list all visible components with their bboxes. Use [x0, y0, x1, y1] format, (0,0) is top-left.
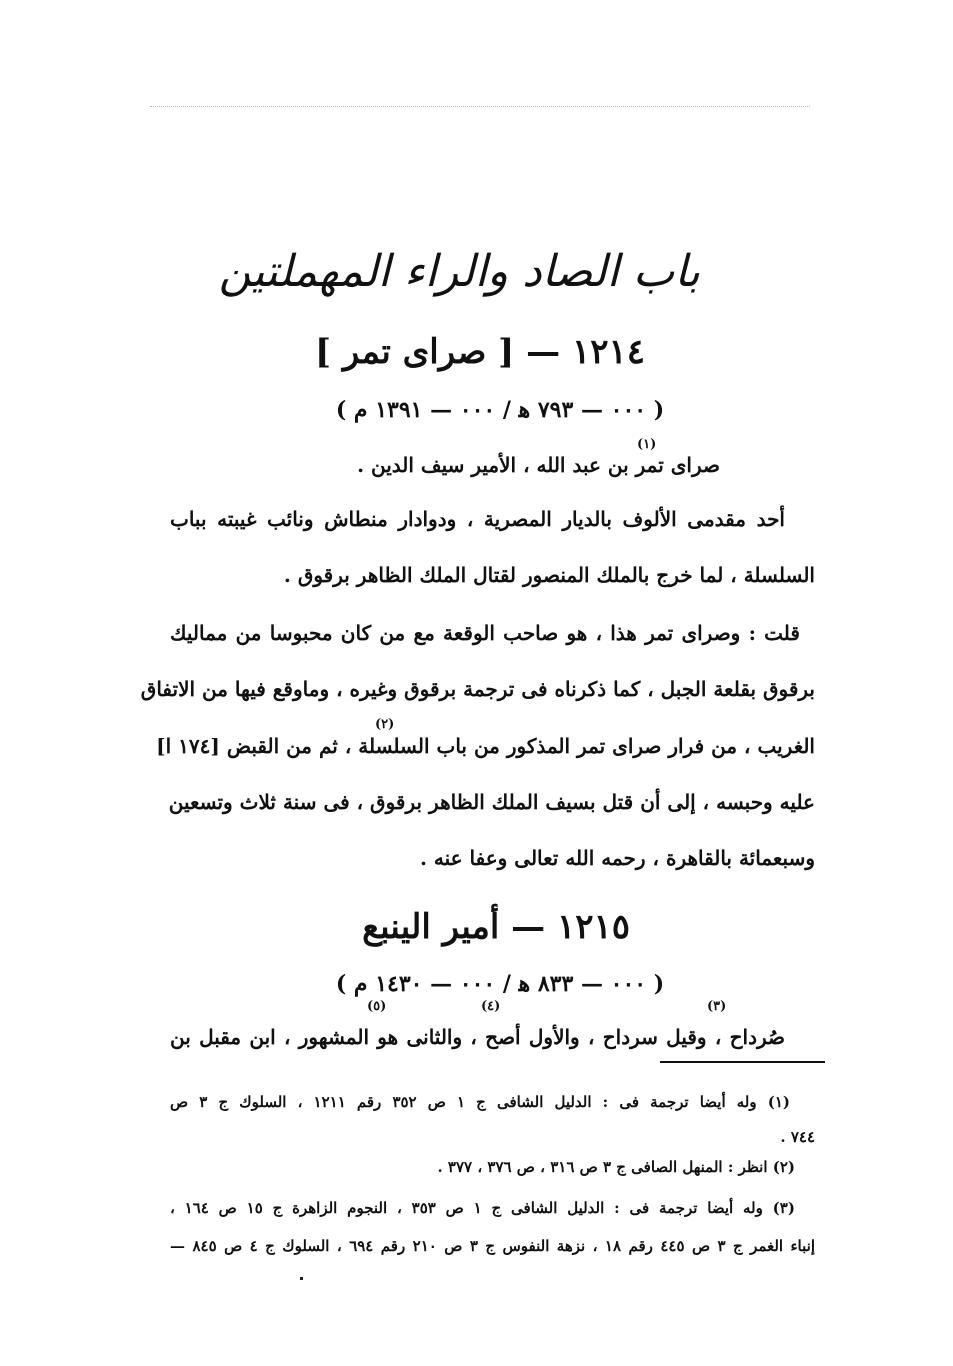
- footnote-line: (٣) وله أيضا ترجمة فى : الدليل الشافى ج ١ ص ٣٥٣ ، النجوم الزاهرة ج ١٥ ص ١٦٤ ،: [170, 1199, 795, 1217]
- body-line: الغريب ، من فرار صراى تمر المذكور من باب السلسلة ، ثم من القبض [١٧٤ ا]: [156, 734, 815, 758]
- chapter-title: باب الصاد والراء المهملتين: [218, 246, 700, 297]
- footnote-marker: (٥): [367, 999, 387, 1014]
- body-line: عليه وحبسه ، إلى أن قتل بسيف الملك الظاهر برقوق ، فى سنة ثلاث وتسعين: [168, 790, 815, 814]
- entry-dates-1215: ( ٠٠٠ — ٨٣٣ ﻫ / ٠٠٠ — ١٤٣٠ م ): [335, 971, 665, 997]
- footnote-marker: (٢): [375, 717, 395, 732]
- entry-heading-1215: ١٢١٥ — أمير الينبع: [362, 907, 630, 947]
- body-line: أحد مقدمى الألوف بالديار المصرية ، ودوادار منطاش ونائب غيبته بباب: [170, 507, 785, 531]
- footnote-line: ٧٤٤ .: [780, 1128, 815, 1146]
- footnote-marker: (١): [637, 437, 657, 452]
- footnote-line: (١) وله أيضا ترجمة فى : الدليل الشافى ج ١ ص ٣٥٢ رقم ١٢١١ ، السلوك ج ٣ ص: [170, 1093, 790, 1111]
- footnote-marker: (٤): [481, 999, 501, 1014]
- body-line: قلت : وصراى تمر هذا ، هو صاحب الوقعة مع من كان محبوسا من مماليك: [170, 621, 800, 645]
- entry-dates-1214: ( ٠٠٠ — ٧٩٣ ﻫ / ٠٠٠ — ١٣٩١ م ): [335, 397, 665, 423]
- entry-heading-1214: ١٢١٤ — [ صراى تمر ]: [315, 332, 645, 372]
- body-line: صُرداح ، وقيل سرداح ، والأول أصح ، والثانى هو المشهور ، ابن مقبل بن: [170, 1025, 785, 1049]
- footnote-marker: (٣): [707, 999, 727, 1014]
- body-line: السلسلة ، لما خرج بالملك المنصور لقتال الملك الظاهر برقوق .: [283, 563, 815, 587]
- footnote-line: (٢) انظر : المنهل الصافى ج ٣ ص ٣١٦ ، ص ٣٧٦ ، ٣٧٧ .: [437, 1158, 795, 1176]
- body-line: برقوق بقلعة الجبل ، كما ذكرناه فى ترجمة برقوق وغيره ، وماوقع فيها من الاتفاق: [140, 677, 815, 701]
- body-line: صراى تمر بن عبد الله ، الأمير سيف الدين .: [357, 453, 720, 477]
- footnote-separator: [660, 1061, 825, 1063]
- top-dotted-line: [150, 106, 810, 107]
- body-line: وسبعمائة بالقاهرة ، رحمه الله تعالى وعفا عنه .: [419, 846, 815, 870]
- footnote-line: إنباء الغمر ج ٣ ص ٤٤٥ رقم ١٨ ، نزهة النفوس ج ٣ ص ٢١٠ رقم ٦٩٤ ، السلوك ج ٤ ص ٨٤٥ —: [170, 1237, 815, 1255]
- print-speck: [300, 1277, 303, 1280]
